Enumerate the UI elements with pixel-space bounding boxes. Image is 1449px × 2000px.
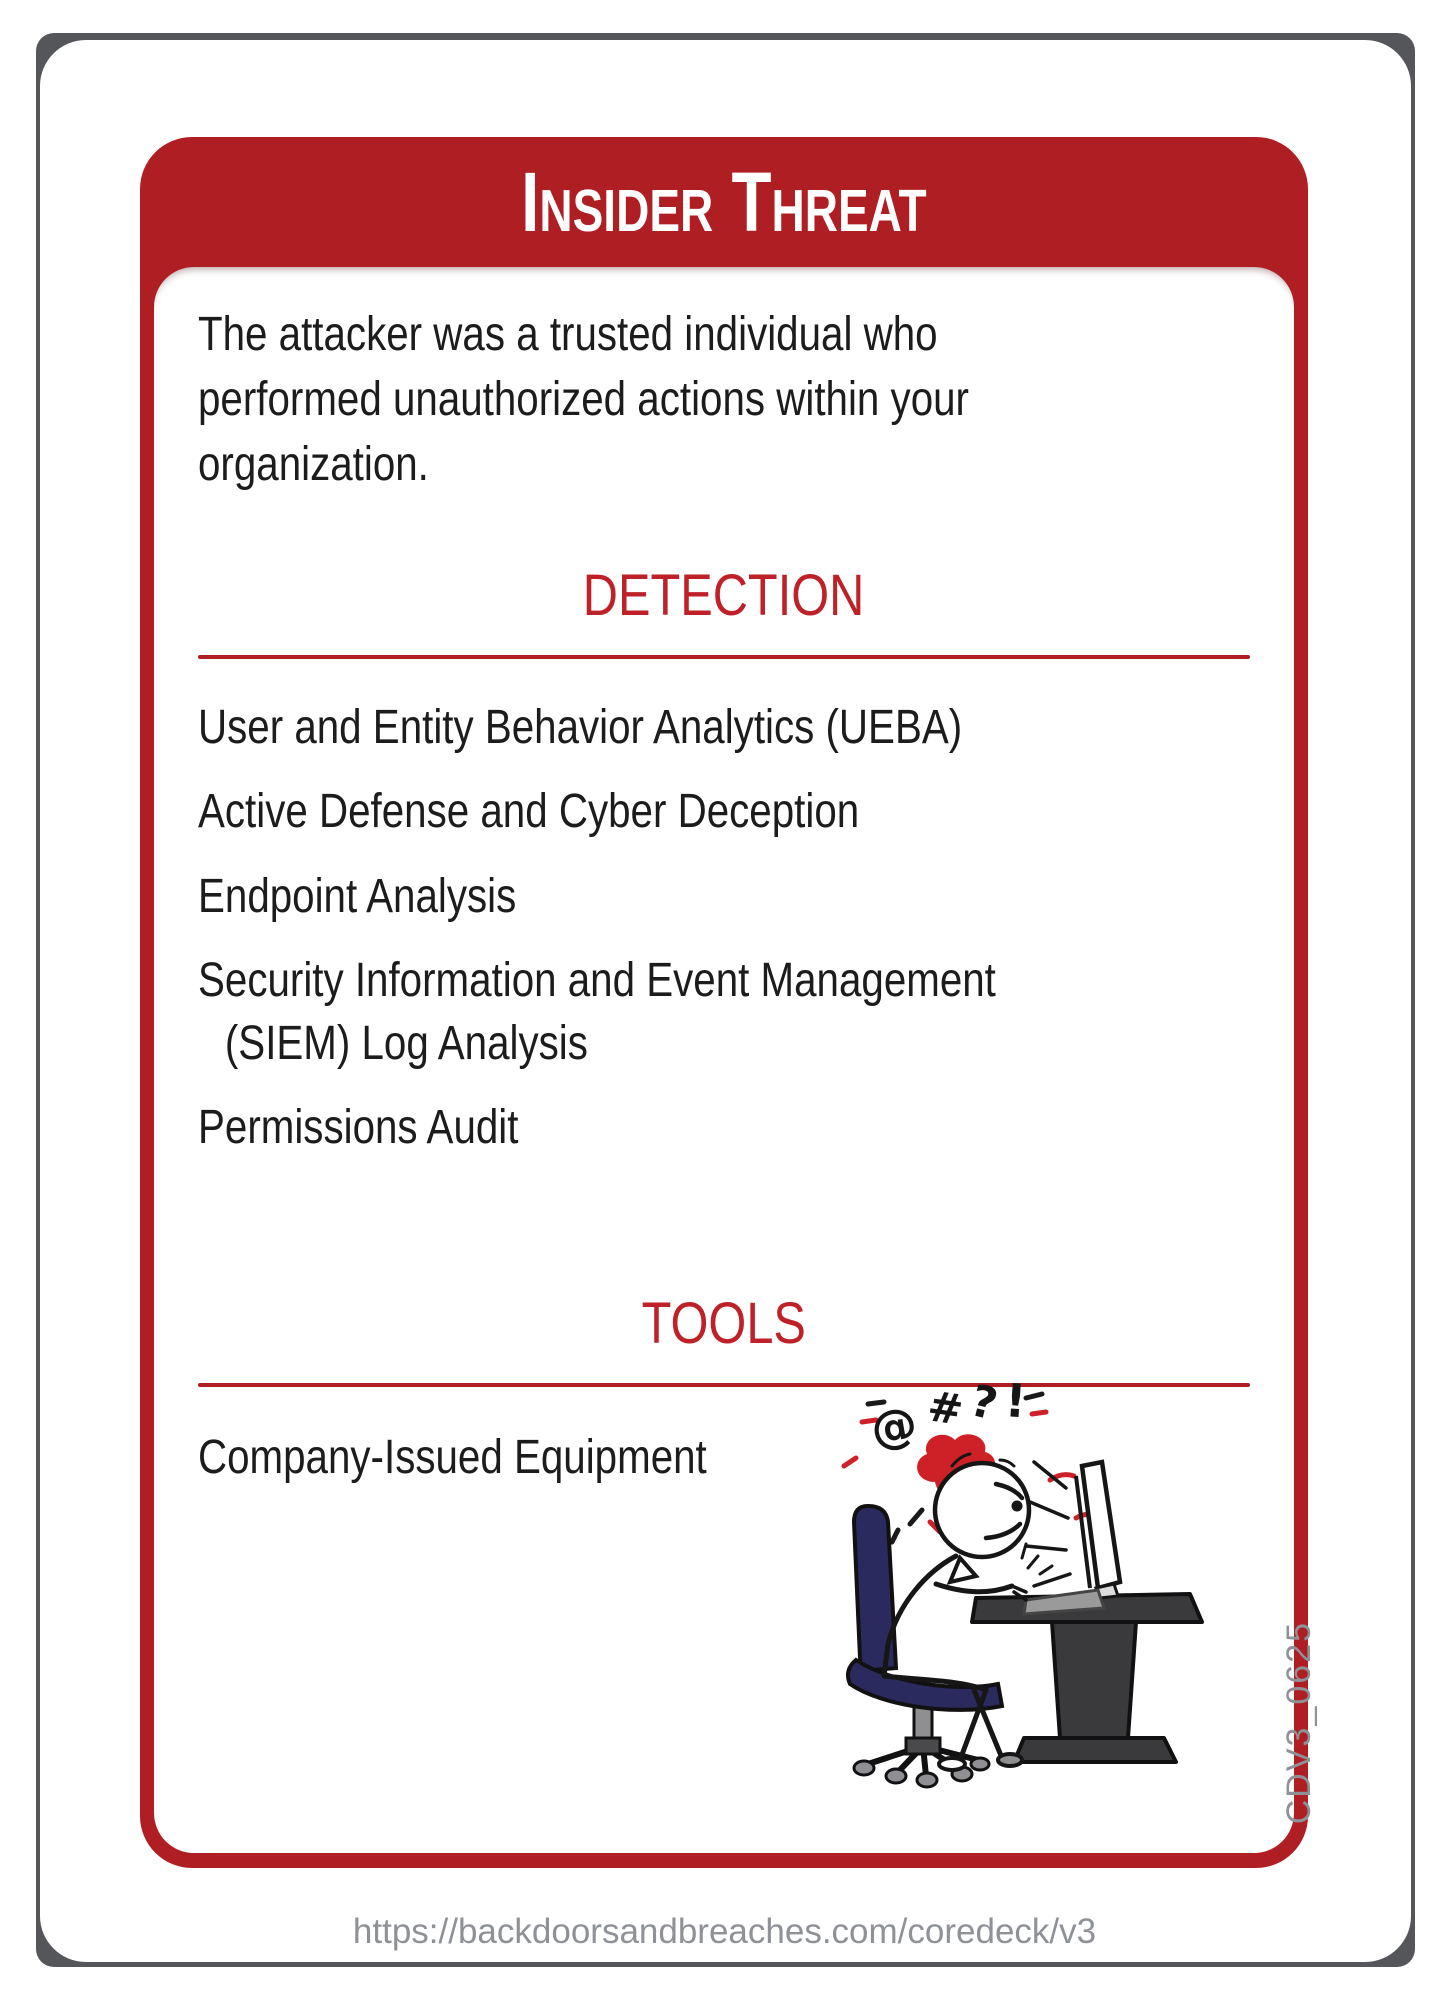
keyboard-icon	[1024, 1590, 1104, 1614]
svg-text:!: !	[1003, 1373, 1028, 1429]
card-title: Insider Threat	[521, 154, 927, 249]
svg-text:@: @	[866, 1395, 922, 1457]
game-card	[40, 40, 1411, 1962]
list-item: Active Defense and Cyber Deception	[198, 785, 860, 839]
desk-icon	[972, 1594, 1202, 1762]
list-item: User and Entity Behavior Analytics (UEBA)	[198, 700, 963, 754]
list-item: Permissions Audit	[198, 1100, 519, 1154]
svg-text:#: #	[924, 1381, 967, 1435]
card-body	[154, 267, 1294, 1853]
frustrated-user-illustration	[630, 1360, 1290, 1800]
detection-rule	[198, 655, 1250, 659]
footer-url: https://backdoorsandbreaches.com/coredeck/v3	[352, 1912, 1097, 1951]
card-title-band	[140, 137, 1308, 267]
section-heading-detection: DETECTION	[583, 563, 865, 629]
list-item: Company-Issued Equipment	[198, 1430, 707, 1484]
card-description: The attacker was a trusted individual who performed unauthorized actions within your organization.	[198, 308, 969, 491]
monitor-icon	[1026, 1462, 1120, 1598]
card-panel	[140, 137, 1308, 1868]
list-item: Endpoint Analysis	[198, 869, 517, 923]
section-heading-tools: TOOLS	[641, 1291, 807, 1357]
svg-text:?: ?	[965, 1375, 1003, 1431]
card-code: CDV3_0625	[1280, 1620, 1318, 1824]
list-item: Security Information and Event Management (SIEM) Log Analysis	[198, 954, 996, 1070]
